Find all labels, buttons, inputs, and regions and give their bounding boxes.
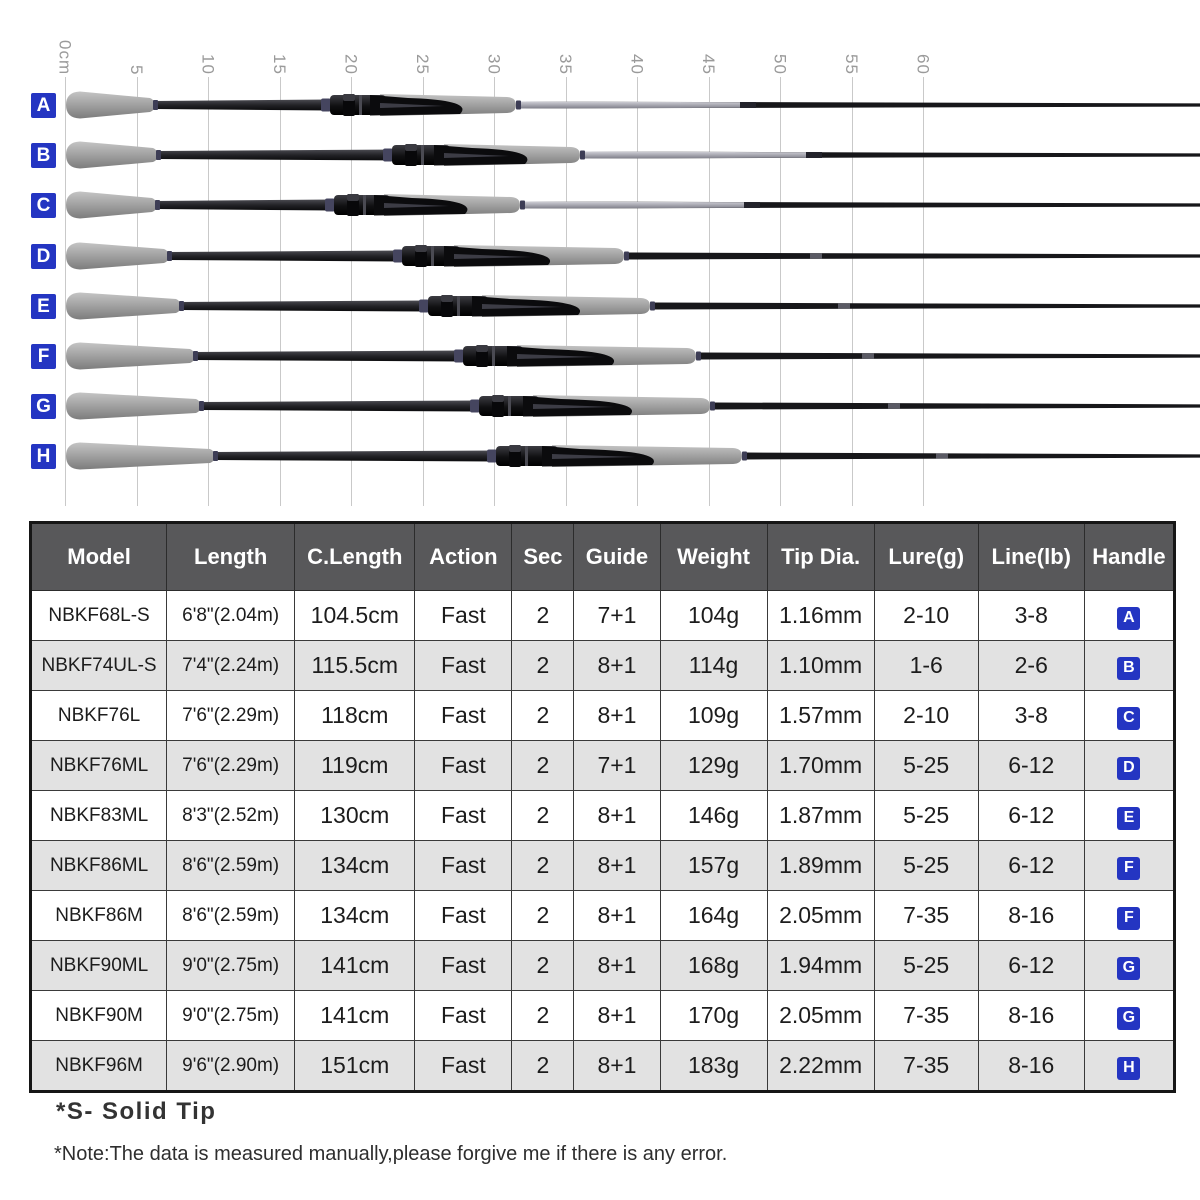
cell-line: 3-8 xyxy=(978,591,1084,641)
cell-tip_dia: 2.22mm xyxy=(767,1041,874,1092)
cell-model: NBKF90ML xyxy=(31,941,167,991)
cell-tip_dia: 2.05mm xyxy=(767,891,874,941)
rod-handle-badge: G xyxy=(31,394,56,419)
cell-weight: 157g xyxy=(660,841,767,891)
table-row xyxy=(31,641,1175,691)
cell-action: Fast xyxy=(415,791,512,841)
ruler-label: 30 xyxy=(484,54,504,75)
cell-line: 6-12 xyxy=(978,741,1084,791)
cell-handle xyxy=(1084,791,1174,841)
cell-handle xyxy=(1084,641,1174,691)
cell-c_length: 119cm xyxy=(295,741,415,791)
cell-model: NBKF76ML xyxy=(31,741,167,791)
cell-weight: 164g xyxy=(660,891,767,941)
handle-letter-badge: E xyxy=(1117,807,1140,830)
cell-handle xyxy=(1084,991,1174,1041)
cell-tip_dia: 1.10mm xyxy=(767,641,874,691)
cell-action: Fast xyxy=(415,891,512,941)
fishing-rod-graphic xyxy=(0,384,1200,428)
ruler-label: 20 xyxy=(341,54,361,75)
ruler-label: 35 xyxy=(556,54,575,75)
rod-handle-badge: F xyxy=(31,344,56,369)
column-header: C.Length xyxy=(295,523,415,591)
rod-row xyxy=(0,83,1200,127)
cell-action: Fast xyxy=(415,591,512,641)
ruler-label: 15 xyxy=(270,54,289,75)
rod-row xyxy=(0,434,1200,478)
cell-guide: 8+1 xyxy=(574,991,660,1041)
cell-model: NBKF86ML xyxy=(31,841,167,891)
cell-weight: 129g xyxy=(660,741,767,791)
cell-lure: 2-10 xyxy=(874,591,978,641)
rod-handle-badge: C xyxy=(31,193,56,218)
table-row xyxy=(31,1041,1175,1092)
cell-model: NBKF76L xyxy=(31,691,167,741)
note-disclaimer: *Note:The data is measured manually,please forgive me if there is any error. xyxy=(54,1143,728,1165)
rod-handle-badge: H xyxy=(31,444,56,469)
cell-c_length: 141cm xyxy=(295,941,415,991)
cell-line: 3-8 xyxy=(978,691,1084,741)
column-header: Length xyxy=(167,523,295,591)
cell-sec: 2 xyxy=(512,691,574,741)
cell-weight: 183g xyxy=(660,1041,767,1092)
handle-letter-badge: G xyxy=(1117,957,1140,980)
ruler-label: 40 xyxy=(627,54,647,75)
cell-length: 7'6"(2.29m) xyxy=(167,691,295,741)
cell-tip_dia: 1.70mm xyxy=(767,741,874,791)
cell-c_length: 118cm xyxy=(295,691,415,741)
handle-letter-badge: F xyxy=(1117,857,1140,880)
cell-lure: 7-35 xyxy=(874,991,978,1041)
cell-c_length: 104.5cm xyxy=(295,591,415,641)
cell-line: 8-16 xyxy=(978,891,1084,941)
rod-row xyxy=(0,234,1200,278)
column-header: Handle xyxy=(1084,523,1174,591)
cell-sec: 2 xyxy=(512,591,574,641)
cell-line: 8-16 xyxy=(978,991,1084,1041)
column-header: Weight xyxy=(660,523,767,591)
cell-action: Fast xyxy=(415,841,512,891)
column-header: Model xyxy=(31,523,167,591)
rod-handle-badge: E xyxy=(31,294,56,319)
handle-letter-badge: A xyxy=(1117,607,1140,630)
cell-length: 8'3"(2.52m) xyxy=(167,791,295,841)
cell-c_length: 151cm xyxy=(295,1041,415,1092)
handle-letter-badge: B xyxy=(1117,657,1140,680)
cell-model: NBKF83ML xyxy=(31,791,167,841)
cell-weight: 104g xyxy=(660,591,767,641)
cell-action: Fast xyxy=(415,941,512,991)
cell-weight: 114g xyxy=(660,641,767,691)
handle-letter-badge: F xyxy=(1117,907,1140,930)
cell-tip_dia: 2.05mm xyxy=(767,991,874,1041)
cell-lure: 5-25 xyxy=(874,791,978,841)
ruler-label: 5 xyxy=(127,64,146,75)
cell-length: 7'6"(2.29m) xyxy=(167,741,295,791)
cell-length: 8'6"(2.59m) xyxy=(167,841,295,891)
ruler-label: 50 xyxy=(770,54,790,75)
table-row xyxy=(31,591,1175,641)
handle-letter-badge: H xyxy=(1117,1057,1140,1080)
cell-handle xyxy=(1084,941,1174,991)
cell-sec: 2 xyxy=(512,841,574,891)
cell-guide: 8+1 xyxy=(574,691,660,741)
fishing-rod-graphic xyxy=(0,284,1200,328)
table-row xyxy=(31,841,1175,891)
table-row xyxy=(31,741,1175,791)
cell-action: Fast xyxy=(415,991,512,1041)
table-row xyxy=(31,941,1175,991)
cell-action: Fast xyxy=(415,641,512,691)
cell-guide: 8+1 xyxy=(574,941,660,991)
cell-lure: 2-10 xyxy=(874,691,978,741)
column-header: Line(lb) xyxy=(978,523,1084,591)
cell-model: NBKF96M xyxy=(31,1041,167,1092)
cell-guide: 7+1 xyxy=(574,741,660,791)
cell-c_length: 130cm xyxy=(295,791,415,841)
rod-row xyxy=(0,284,1200,328)
ruler-label: 0cm xyxy=(55,39,75,75)
ruler-label: 45 xyxy=(699,54,718,75)
fishing-rod-graphic xyxy=(0,83,1200,127)
column-header: Lure(g) xyxy=(874,523,978,591)
handle-letter-badge: C xyxy=(1117,707,1140,730)
column-header: Action xyxy=(415,523,512,591)
cell-guide: 8+1 xyxy=(574,641,660,691)
rod-row xyxy=(0,334,1200,378)
handle-letter-badge: D xyxy=(1117,757,1140,780)
cell-tip_dia: 1.57mm xyxy=(767,691,874,741)
cell-lure: 7-35 xyxy=(874,891,978,941)
cell-weight: 146g xyxy=(660,791,767,841)
cell-weight: 109g xyxy=(660,691,767,741)
cell-weight: 170g xyxy=(660,991,767,1041)
ruler-label: 60 xyxy=(913,54,933,75)
cell-length: 8'6"(2.59m) xyxy=(167,891,295,941)
cell-lure: 1-6 xyxy=(874,641,978,691)
fishing-rod-graphic xyxy=(0,334,1200,378)
cell-action: Fast xyxy=(415,1041,512,1092)
cell-c_length: 115.5cm xyxy=(295,641,415,691)
ruler-label: 10 xyxy=(198,54,218,75)
cell-handle xyxy=(1084,691,1174,741)
ruler-label: 25 xyxy=(413,54,432,75)
cell-model: NBKF74UL-S xyxy=(31,641,167,691)
cell-model: NBKF86M xyxy=(31,891,167,941)
cell-sec: 2 xyxy=(512,791,574,841)
cell-lure: 5-25 xyxy=(874,841,978,891)
cell-handle xyxy=(1084,891,1174,941)
cell-line: 2-6 xyxy=(978,641,1084,691)
table-row xyxy=(31,691,1175,741)
cell-lure: 5-25 xyxy=(874,941,978,991)
cell-guide: 8+1 xyxy=(574,891,660,941)
column-header: Guide xyxy=(574,523,660,591)
cell-length: 9'0"(2.75m) xyxy=(167,991,295,1041)
rod-row xyxy=(0,133,1200,177)
cell-line: 6-12 xyxy=(978,791,1084,841)
cell-line: 8-16 xyxy=(978,1041,1084,1092)
handle-letter-badge: G xyxy=(1117,1007,1140,1030)
cell-guide: 8+1 xyxy=(574,841,660,891)
cell-line: 6-12 xyxy=(978,941,1084,991)
rod-row xyxy=(0,384,1200,428)
cell-tip_dia: 1.94mm xyxy=(767,941,874,991)
cell-length: 6'8"(2.04m) xyxy=(167,591,295,641)
cell-sec: 2 xyxy=(512,891,574,941)
note-solid-tip: *S- Solid Tip xyxy=(56,1098,217,1125)
cell-c_length: 134cm xyxy=(295,891,415,941)
cell-c_length: 134cm xyxy=(295,841,415,891)
table-row xyxy=(31,791,1175,841)
cell-length: 9'0"(2.75m) xyxy=(167,941,295,991)
rod-handle-badge: A xyxy=(31,93,56,118)
ruler-label: 55 xyxy=(842,54,861,75)
cell-model: NBKF68L-S xyxy=(31,591,167,641)
cell-sec: 2 xyxy=(512,941,574,991)
fishing-rod-graphic xyxy=(0,183,1200,227)
spec-table xyxy=(29,521,1176,1093)
cell-guide: 8+1 xyxy=(574,791,660,841)
cell-handle xyxy=(1084,1041,1174,1092)
cell-guide: 7+1 xyxy=(574,591,660,641)
cell-tip_dia: 1.89mm xyxy=(767,841,874,891)
cell-sec: 2 xyxy=(512,991,574,1041)
fishing-rod-graphic xyxy=(0,234,1200,278)
cell-lure: 7-35 xyxy=(874,1041,978,1092)
rod-row xyxy=(0,183,1200,227)
cell-tip_dia: 1.16mm xyxy=(767,591,874,641)
cell-c_length: 141cm xyxy=(295,991,415,1041)
column-header: Sec xyxy=(512,523,574,591)
cell-handle xyxy=(1084,841,1174,891)
cell-sec: 2 xyxy=(512,641,574,691)
cell-tip_dia: 1.87mm xyxy=(767,791,874,841)
cell-line: 6-12 xyxy=(978,841,1084,891)
fishing-rod-graphic xyxy=(0,133,1200,177)
rod-handle-badge: B xyxy=(31,143,56,168)
cell-lure: 5-25 xyxy=(874,741,978,791)
cell-action: Fast xyxy=(415,691,512,741)
table-header-row xyxy=(31,523,1175,591)
cell-guide: 8+1 xyxy=(574,1041,660,1092)
cell-length: 7'4"(2.24m) xyxy=(167,641,295,691)
fishing-rod-graphic xyxy=(0,434,1200,478)
cell-length: 9'6"(2.90m) xyxy=(167,1041,295,1092)
table-row xyxy=(31,891,1175,941)
cell-handle xyxy=(1084,591,1174,641)
table-row xyxy=(31,991,1175,1041)
cell-model: NBKF90M xyxy=(31,991,167,1041)
cell-action: Fast xyxy=(415,741,512,791)
cell-sec: 2 xyxy=(512,1041,574,1092)
cell-handle xyxy=(1084,741,1174,791)
column-header: Tip Dia. xyxy=(767,523,874,591)
rod-handle-badge: D xyxy=(31,244,56,269)
cell-weight: 168g xyxy=(660,941,767,991)
cell-sec: 2 xyxy=(512,741,574,791)
